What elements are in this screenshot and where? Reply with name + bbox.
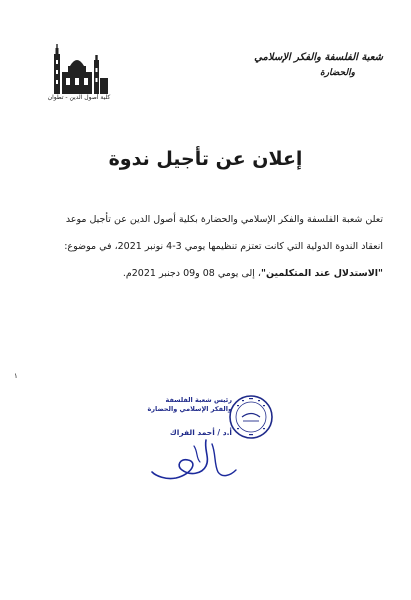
announcement-title: إعلان عن تأجيل ندوة (108, 148, 303, 170)
body-line-1: تعلن شعبة الفلسفة والفكر الإسلامي والحضارة بكلية أصول الدين عن تأجيل موعد (65, 214, 383, 225)
signatory-title-line-1: رئيس شعبة الفلسفة (165, 396, 232, 404)
body-line-3 (38, 260, 383, 287)
margin-mark: ١ (14, 372, 18, 380)
signatory-name: أ.د / أحمد الفراك (169, 428, 232, 437)
seminar-topic: "الاستدلال عند المتكلمين" (261, 268, 383, 279)
signatory-title (147, 396, 232, 414)
signatory-title-line-2: والفكر الإسلامي والحضارة (147, 405, 232, 413)
department-line-1: شعبة الفلسفة والفكر الإسلامي (254, 52, 383, 63)
signature-block (147, 386, 260, 486)
faculty-logo-icon (48, 44, 110, 96)
announcement-body (38, 206, 383, 287)
body-line-2: انعقاد الندوة الدولية التي كانت تعتزم تنظيمها يومي 3-4 نونبر 2021، في موضوع: (64, 241, 383, 252)
department-name (243, 50, 383, 80)
handwritten-signature-icon (146, 436, 246, 486)
logo-caption: كلية أصول الدين - تطوان (47, 94, 111, 101)
department-line-2: والحضارة (319, 68, 355, 78)
new-date-text: ، إلى يومي 08 و09 دجنبر 2021م. (122, 268, 261, 279)
official-stamp-icon (228, 394, 274, 440)
